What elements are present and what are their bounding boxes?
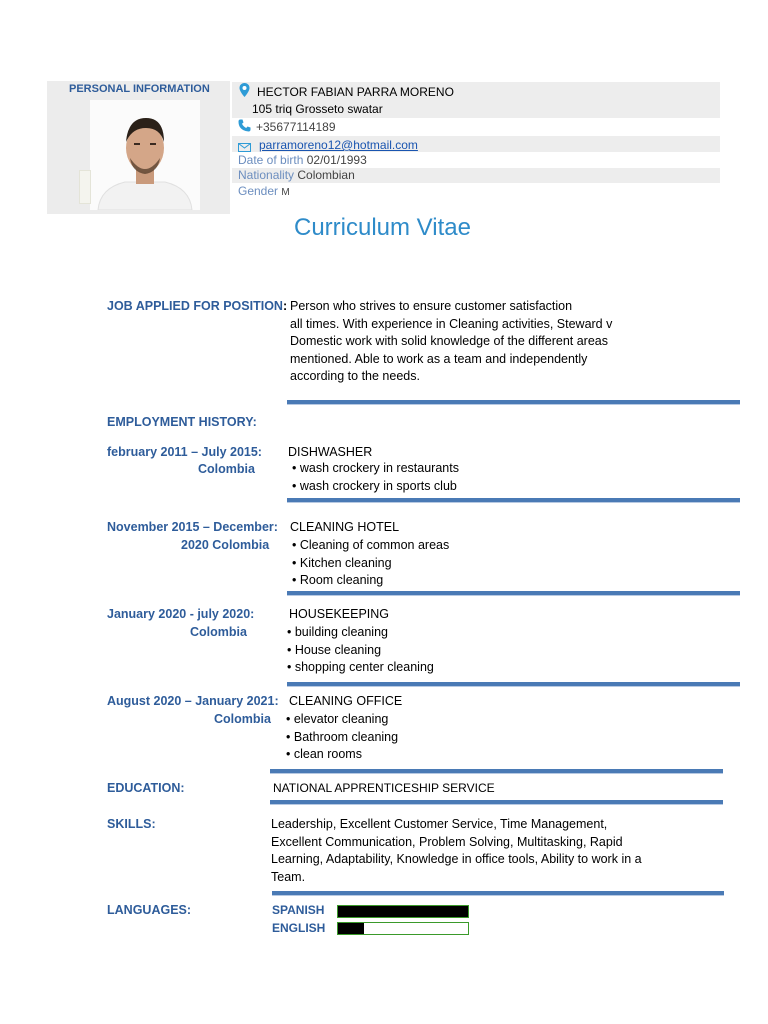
job-title: HOUSEKEEPING	[289, 607, 390, 621]
job-summary	[290, 298, 730, 386]
job-task: • clean rooms	[286, 746, 398, 764]
job-task: • Room cleaning	[292, 572, 449, 590]
job-period: february 2011 – July 2015:	[107, 445, 262, 459]
address: 105 triq Grosseto swatar	[252, 102, 383, 116]
page-title: Curriculum Vitae	[294, 214, 471, 241]
education-value: NATIONAL APPRENTICESHIP SERVICE	[273, 781, 495, 795]
gender-row	[238, 184, 290, 198]
job-period: November 2015 – December:	[107, 520, 278, 534]
divider	[270, 769, 723, 774]
summary-line: Domestic work with solid knowledge of the different areas	[290, 334, 608, 348]
job-task-list	[292, 537, 449, 590]
dob-row	[238, 153, 367, 167]
job-place: Colombia	[190, 625, 247, 639]
language-name: SPANISH	[272, 903, 325, 917]
skills-line: Leadership, Excellent Customer Service, Time Management,	[271, 817, 608, 831]
job-task: • shopping center cleaning	[287, 659, 434, 677]
skills-line: Excellent Communication, Problem Solving, Multitasking, Rapid	[271, 834, 623, 849]
job-task: • elevator cleaning	[286, 711, 398, 729]
language-level-bar	[337, 905, 469, 918]
profile-photo	[90, 100, 200, 210]
job-task: • wash crockery in restaurants	[292, 460, 459, 478]
personal-info-label: PERSONAL INFORMATION	[69, 83, 210, 95]
job-task-list	[287, 624, 434, 677]
summary-line: Person who strives to ensure customer satisfaction	[290, 299, 573, 313]
job-task: • Kitchen cleaning	[292, 555, 449, 573]
languages-label: LANGUAGES:	[107, 903, 192, 917]
summary-line: all times. With experience in Cleaning activities, Steward v	[290, 316, 613, 331]
nationality-label: Nationality	[238, 168, 295, 182]
summary-line: according to the needs.	[290, 369, 420, 383]
job-task: • House cleaning	[287, 642, 434, 660]
nationality-row	[238, 168, 355, 182]
job-task: • building cleaning	[287, 624, 434, 642]
email-link[interactable]: parramoreno12@hotmail.com	[259, 138, 418, 152]
full-name: HECTOR FABIAN PARRA MORENO	[257, 85, 454, 99]
job-period: August 2020 – January 2021:	[107, 694, 279, 708]
language-name: ENGLISH	[272, 921, 326, 935]
job-title: CLEANING HOTEL	[290, 520, 400, 534]
phone-icon	[238, 119, 251, 137]
divider	[287, 498, 740, 503]
job-task-list	[286, 711, 398, 764]
language-level-fill	[338, 906, 468, 917]
job-period: January 2020 - july 2020:	[107, 607, 255, 621]
skills-line: Learning, Adaptability, Knowledge in office tools, Ability to work in a	[271, 852, 642, 866]
gender-value: M	[281, 187, 290, 198]
job-applied-colon: :	[282, 299, 288, 313]
job-applied-label-text: JOB APPLIED FOR POSITION	[107, 299, 283, 313]
job-place: Colombia	[214, 712, 271, 726]
job-task-list	[292, 460, 459, 495]
job-place: 2020 Colombia	[181, 538, 270, 552]
language-level-fill	[338, 923, 364, 934]
job-task: • Bathroom cleaning	[286, 729, 398, 747]
divider	[287, 400, 740, 405]
divider	[287, 591, 740, 596]
skills-line: Team.	[271, 869, 306, 884]
job-title: DISHWASHER	[288, 445, 373, 459]
job-applied-label	[107, 299, 287, 313]
divider	[287, 682, 740, 687]
dob-value: 02/01/1993	[306, 153, 367, 167]
nationality-value: Colombian	[297, 168, 355, 182]
job-place: Colombia	[198, 462, 255, 476]
skills-text	[271, 816, 731, 886]
job-task: • wash crockery in sports club	[292, 478, 459, 496]
summary-line: mentioned. Able to work as a team and independently	[290, 351, 588, 366]
gender-label: Gender	[238, 184, 279, 198]
skills-label: SKILLS:	[107, 817, 156, 831]
education-label: EDUCATION:	[107, 781, 185, 795]
divider	[272, 891, 724, 896]
job-title: CLEANING OFFICE	[289, 694, 403, 708]
employment-label: EMPLOYMENT HISTORY:	[107, 415, 257, 429]
phone-number: +35677114189	[256, 120, 336, 134]
person-photo-icon	[90, 100, 200, 210]
location-pin-icon	[239, 83, 250, 102]
language-level-bar	[337, 922, 469, 935]
job-task: • Cleaning of common areas	[292, 537, 449, 555]
dob-label: Date of birth	[238, 153, 304, 167]
divider	[270, 800, 723, 805]
photo-small-decoration	[79, 170, 91, 204]
